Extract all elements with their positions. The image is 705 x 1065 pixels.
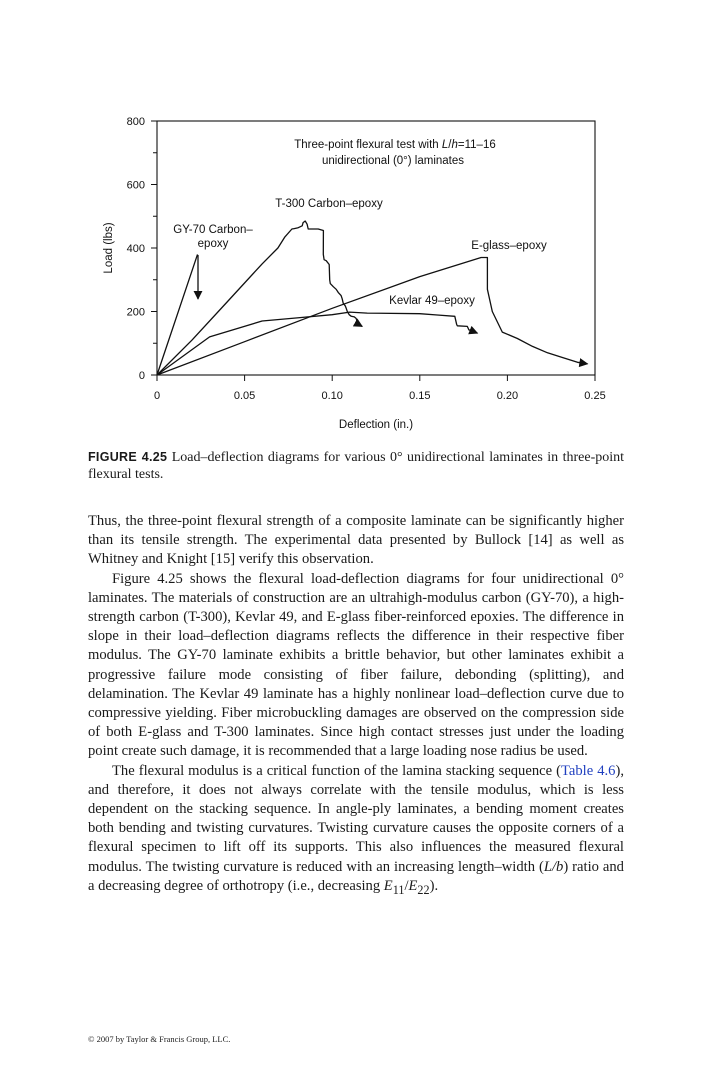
paragraph-3-part-1: The flexural modulus is a critical function of the lamina stacking sequence ( (112, 762, 561, 779)
load-deflection-chart (0, 0, 705, 440)
e22-symbol: E (408, 877, 418, 894)
ratio-slash: / (404, 877, 409, 894)
x-tick-label-0: 0 (153, 390, 161, 402)
figure-caption-label: FIGURE 4.25 (88, 450, 168, 464)
series-label-kevlar49-line-1: Kevlar 49–epoxy (389, 295, 475, 307)
x-tick-label-0.15: 0.15 (409, 390, 431, 402)
y-tick-label-800: 800 (126, 116, 145, 128)
paragraph-3-part-3: ) ratio and a decreasing degree of orthotropy (i.e., decreasing (88, 858, 624, 894)
paragraph-1: Thus, the three-point flexural strength of a composite laminate can be significantly higher than its tensile strength. The experimental data presented by Bullock [14] as well as Whitney and Knight [15] verify this observation. (88, 513, 624, 568)
series-labels (173, 198, 547, 307)
figure-caption-text: Load–deflection diagrams for various 0° unidirectional laminates in three-point flexural tests. (88, 450, 625, 482)
e11-subscript: 11 (392, 882, 405, 897)
y-tick-label-0: 0 (138, 370, 145, 382)
y-axis-ticks (127, 116, 157, 382)
e11-symbol: E (383, 877, 393, 894)
series-line-eglass (157, 258, 588, 376)
y-axis-label: Load (lbs) (103, 222, 115, 274)
x-axis-ticks (154, 375, 606, 402)
series-label-gy70-line-1: GY-70 Carbon– (173, 224, 253, 236)
series-label-gy70-line-2: epoxy (197, 238, 229, 250)
table-4-6-link[interactable]: Table 4.6 (560, 762, 616, 779)
y-tick-label-200: 200 (126, 306, 145, 319)
copyright-footer: © 2007 by Taylor & Francis Group, LLC. (88, 1034, 231, 1044)
series-line-gy70 (157, 254, 198, 375)
x-axis-label: Deflection (in.) (338, 419, 414, 431)
x-tick-label-0.05: 0.05 (233, 390, 256, 402)
paragraph-3 (88, 762, 624, 900)
chart-annotation-line-1: Three-point flexural test with L/h=11–16 (294, 139, 496, 151)
paragraph-2: Figure 4.25 shows the flexural load-deflection diagrams for four unidirectional 0° laminates. The materials of construction are an ultrahigh-modulus carbon (GY-70), a high-strength carbon (T-300), Kevlar 49, and E-glass fiber-reinforced epoxies. The difference in slope in their load–deflection diagrams reflects the difference in their respective fiber modulus. The GY-70 laminate exhibits a brittle behavior, but other laminates exhibit a progressive failure mode consisting of fiber failure, debonding (splitting), and delamination. The Kevlar 49 laminate has a highly nonlinear load–deflection curve due to compressive yielding. Fiber microbuckling damages are observed on the compression side of both E-glass and T-300 laminates. Since high contact stresses just under the loading point create such damage, it is recommended that a large loading nose radius be used. (88, 570, 624, 760)
length-width-ratio: L/b (543, 858, 564, 875)
figure-caption (88, 449, 624, 483)
body-text (88, 512, 624, 900)
series-line-t300 (157, 221, 362, 375)
paragraph-3-part-2: ), and therefore, it does not always correlate with the tensile modulus, which is less dependent on the stacking sequence. In angle-ply laminates, a bending moment creates both bending and twisting curvatures. Twisting curvature causes the opposite corners of a flexural specimen to lift off its supports. This also influences the measured flexural modulus. The twisting curvature is reduced with an increasing length–width ( (88, 762, 624, 875)
e22-subscript: 22 (417, 882, 430, 897)
x-tick-label-0.10: 0.10 (321, 390, 343, 402)
series-label-t300-line-1: T-300 Carbon–epoxy (275, 198, 383, 210)
paragraph-3-end: ). (429, 877, 439, 894)
series-label-eglass-line-1: E-glass–epoxy (471, 240, 547, 252)
series-line-kevlar49 (157, 312, 477, 375)
x-tick-label-0.25: 0.25 (584, 390, 606, 402)
y-tick-label-400: 400 (126, 243, 145, 255)
chart-annotation-line-2: unidirectional (0°) laminates (321, 155, 465, 167)
y-tick-label-600: 600 (126, 179, 145, 192)
x-tick-label-0.20: 0.20 (496, 390, 519, 402)
